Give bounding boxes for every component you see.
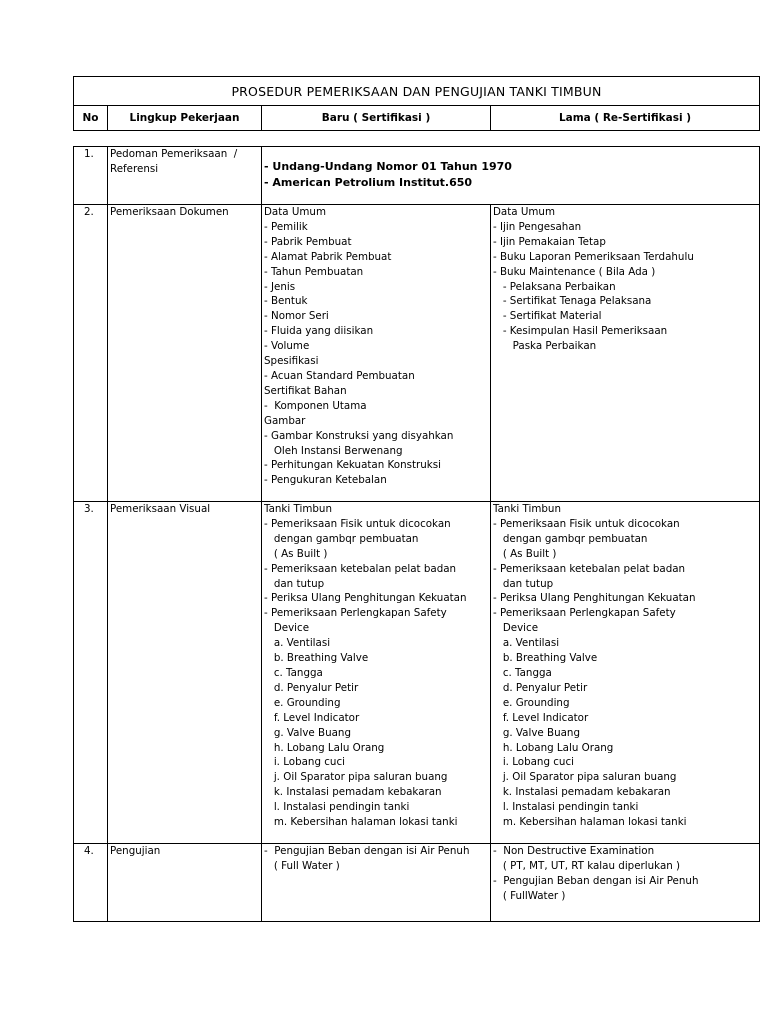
list-item: h. Lobang Lalu Orang — [264, 741, 385, 754]
list-item: dengan gambqr pembuatan — [493, 532, 648, 545]
row-number: 4. — [74, 844, 108, 922]
list-item: ( PT, MT, UT, RT kalau diperlukan ) — [493, 859, 681, 872]
list-item: Sertifikat Bahan — [264, 384, 347, 397]
list-item: - Komponen Utama — [264, 399, 367, 412]
list-item: - Pengujian Beban dengan isi Air Penuh — [264, 845, 470, 857]
reference-line: - American Petrolium Institut.650 — [264, 176, 473, 189]
list-item: i. Lobang cuci — [493, 756, 574, 769]
scope-cell — [108, 502, 262, 844]
list-item: a. Ventilasi — [264, 637, 331, 650]
list-item: Spesifikasi — [264, 355, 319, 368]
list-item: dengan gambqr pembuatan — [264, 532, 419, 545]
list-item: ( As Built ) — [264, 547, 328, 560]
list-item: Oleh Instansi Berwenang — [264, 444, 403, 457]
scope-line: Pedoman Pemeriksaan / — [110, 148, 238, 160]
list-item: dan tutup — [493, 577, 554, 590]
scope-cell — [108, 205, 262, 502]
list-item: f. Level Indicator — [264, 711, 360, 724]
list-item: - Pemeriksaan Perlengkapan Safety — [264, 607, 447, 620]
list-item: ( FullWater ) — [493, 889, 566, 902]
table-row — [74, 147, 760, 205]
list-item: - Pemeriksaan Fisik untuk dicocokan — [493, 517, 680, 530]
list-item: - Buku Laporan Pemeriksaan Terdahulu — [493, 250, 694, 263]
list-item: l. Instalasi pendingin tanki — [264, 801, 410, 814]
scope-line: Pengujian — [110, 845, 161, 857]
list-item: - Fluida yang diisikan — [264, 325, 374, 338]
list-item: - Pemilik — [264, 220, 308, 233]
list-item: c. Tangga — [493, 666, 552, 679]
reference-line: - Undang-Undang Nomor 01 Tahun 1970 — [264, 160, 512, 173]
list-item: - Periksa Ulang Penghitungan Kekuatan — [493, 592, 696, 605]
list-item: j. Oil Sparator pipa saluran buang — [493, 771, 677, 784]
list-item: dan tutup — [264, 577, 325, 590]
scope-line: Pemeriksaan Dokumen — [110, 206, 229, 218]
list-item: - Tahun Pembuatan — [264, 265, 364, 278]
list-item: m. Kebersihan halaman lokasi tanki — [493, 816, 687, 829]
list-item: Tanki Timbun — [493, 503, 561, 515]
list-item: - Pemeriksaan ketebalan pelat badan — [264, 562, 457, 575]
list-item: k. Instalasi pemadam kebakaran — [493, 786, 671, 799]
column-header-new: Baru ( Sertifikasi ) — [262, 106, 491, 131]
list-item: - Acuan Standard Pembuatan — [264, 369, 415, 382]
list-item: - Pengukuran Ketebalan — [264, 474, 387, 487]
list-item: f. Level Indicator — [493, 711, 589, 724]
header-table — [73, 76, 760, 131]
list-item: Tanki Timbun — [264, 503, 332, 515]
list-item: b. Breathing Valve — [264, 652, 369, 665]
list-item: Gambar — [264, 414, 306, 427]
new-cert-cell — [262, 844, 491, 922]
list-item: c. Tangga — [264, 666, 323, 679]
list-item: - Ijin Pengesahan — [493, 220, 582, 233]
list-item: - Periksa Ulang Penghitungan Kekuatan — [264, 592, 467, 605]
scope-cell — [108, 844, 262, 922]
list-item: b. Breathing Valve — [493, 652, 598, 665]
list-item: - Pemeriksaan Fisik untuk dicocokan — [264, 517, 451, 530]
list-item: a. Ventilasi — [493, 637, 560, 650]
list-item: - Kesimpulan Hasil Pemeriksaan — [493, 325, 668, 338]
list-item: Data Umum — [493, 206, 555, 218]
list-item: - Pemeriksaan Perlengkapan Safety — [493, 607, 676, 620]
list-item: Data Umum — [264, 206, 326, 218]
list-item: g. Valve Buang — [493, 726, 580, 739]
table-row — [74, 205, 760, 502]
re-cert-cell — [491, 502, 760, 844]
list-item: Device — [493, 622, 539, 635]
new-cert-cell — [262, 205, 491, 502]
re-cert-cell — [491, 844, 760, 922]
list-item: - Gambar Konstruksi yang disyahkan — [264, 429, 454, 442]
column-header-no: No — [74, 106, 108, 131]
list-item: - Pabrik Pembuat — [264, 235, 352, 248]
scope-line: Pemeriksaan Visual — [110, 503, 211, 515]
list-item: e. Grounding — [493, 696, 570, 709]
row-number: 3. — [74, 502, 108, 844]
list-item: Device — [264, 622, 310, 635]
table-row — [74, 502, 760, 844]
list-item: - Nomor Seri — [264, 310, 329, 323]
list-item: - Non Destructive Examination — [493, 845, 655, 857]
references-cell — [262, 147, 760, 205]
row-number: 1. — [74, 147, 108, 205]
column-header-old: Lama ( Re-Sertifikasi ) — [491, 106, 760, 131]
list-item: - Perhitungan Kekuatan Konstruksi — [264, 459, 441, 472]
list-item: e. Grounding — [264, 696, 341, 709]
list-item: Paska Perbaikan — [493, 340, 597, 353]
list-item: - Volume — [264, 340, 310, 353]
list-item: ( As Built ) — [493, 547, 557, 560]
list-item: - Sertifikat Material — [493, 310, 602, 323]
procedure-table — [73, 146, 760, 922]
list-item: ( Full Water ) — [264, 859, 340, 872]
list-item: i. Lobang cuci — [264, 756, 345, 769]
re-cert-cell — [491, 205, 760, 502]
table-row — [74, 844, 760, 922]
list-item: - Pelaksana Perbaikan — [493, 280, 616, 293]
list-item: d. Penyalur Petir — [264, 681, 359, 694]
list-item: - Sertifikat Tenaga Pelaksana — [493, 295, 652, 308]
row-number: 2. — [74, 205, 108, 502]
list-item: k. Instalasi pemadam kebakaran — [264, 786, 442, 799]
column-header-scope: Lingkup Pekerjaan — [108, 106, 262, 131]
new-cert-cell — [262, 502, 491, 844]
list-item: d. Penyalur Petir — [493, 681, 588, 694]
list-item: - Jenis — [264, 280, 296, 293]
list-item: - Alamat Pabrik Pembuat — [264, 250, 392, 263]
list-item: - Ijin Pemakaian Tetap — [493, 235, 606, 248]
list-item: - Bentuk — [264, 295, 308, 308]
list-item: - Pengujian Beban dengan isi Air Penuh — [493, 874, 699, 887]
list-item: j. Oil Sparator pipa saluran buang — [264, 771, 448, 784]
document-title: PROSEDUR PEMERIKSAAN DAN PENGUJIAN TANKI TIMBUN — [74, 77, 760, 106]
list-item: h. Lobang Lalu Orang — [493, 741, 614, 754]
list-item: m. Kebersihan halaman lokasi tanki — [264, 816, 458, 829]
scope-cell — [108, 147, 262, 205]
list-item: - Pemeriksaan ketebalan pelat badan — [493, 562, 686, 575]
scope-line: Referensi — [110, 162, 159, 175]
list-item: - Buku Maintenance ( Bila Ada ) — [493, 265, 656, 278]
list-item: l. Instalasi pendingin tanki — [493, 801, 639, 814]
list-item: g. Valve Buang — [264, 726, 351, 739]
